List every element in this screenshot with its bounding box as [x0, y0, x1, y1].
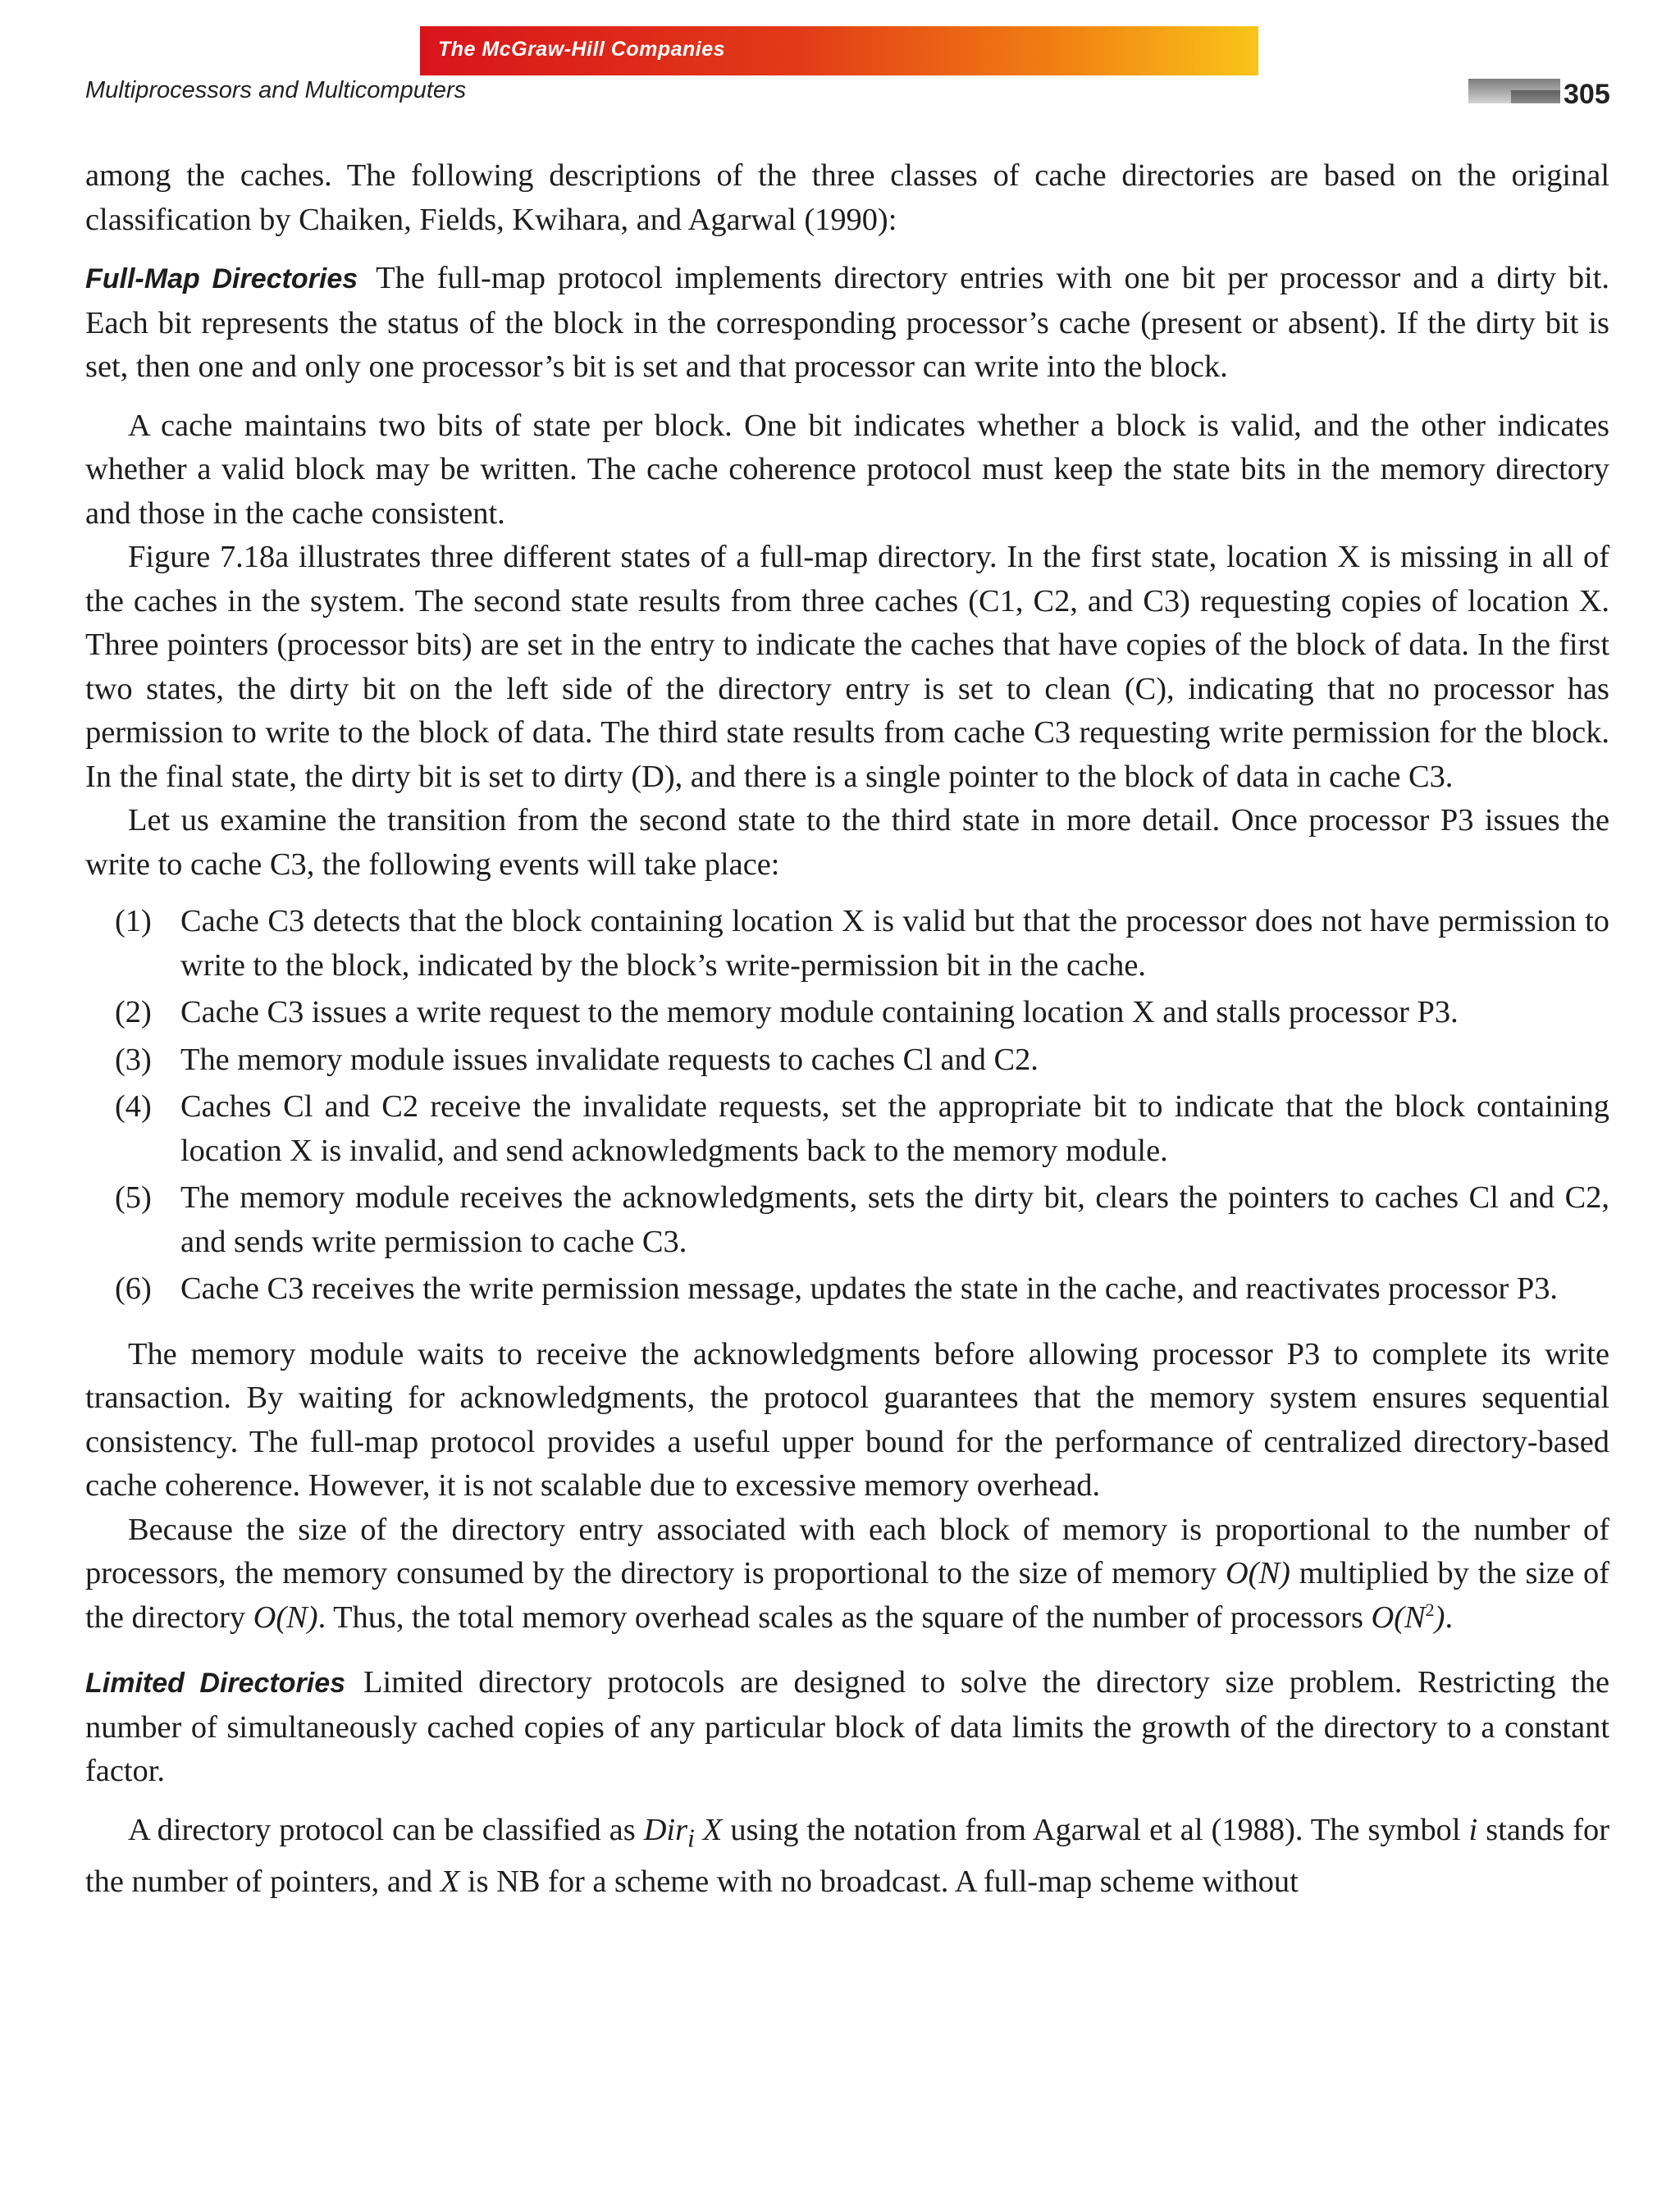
list-item: [85, 1085, 1609, 1173]
limited-paragraph-1: [85, 1661, 1609, 1794]
section-heading-limited: Limited Directories: [85, 1668, 346, 1699]
list-item-number: (3): [115, 1042, 152, 1077]
page-body: [85, 154, 1609, 1904]
math-o-n: O(N): [1225, 1556, 1290, 1590]
text-run: A directory protocol can be classified as: [128, 1812, 644, 1847]
list-item-number: (2): [115, 995, 152, 1029]
list-item-number: (4): [115, 1089, 152, 1124]
running-title: Multiprocessors and Multicomputers: [85, 77, 467, 103]
text-run: stands for the number of pointers, and: [85, 1812, 1609, 1899]
math-x: X: [694, 1812, 723, 1847]
publisher-banner: [420, 26, 1258, 75]
math-subscript: i: [687, 1823, 695, 1853]
list-item-text: Cache C3 receives the write permission message, updates the state in the cache, and reactivates processor P3.: [180, 1271, 1558, 1306]
text-run: . Thus, the total memory overhead scales as the square of the number of processors: [317, 1599, 1372, 1635]
math-x: X: [440, 1864, 460, 1899]
list-item-text: The memory module issues invalidate requests to caches Cl and C2.: [180, 1042, 1039, 1077]
full-map-paragraph-3: Figure 7.18a illustrates three different states of a full-map directory. In the first state, location X is missing in all of the caches in the system. The second state results from three caches (C1, C2, and C3) requesting copies of location X. Three pointers (processor bits) are set in the entry to indicate the caches that have copies of the block of data. In the first two states, the dirty bit on the left side of the directory entry is set to clean (C), indicating that no processor has permission to write to the block of data. The third state results from cache C3 requesting write permission for the block. In the final state, the dirty bit is set to dirty (D), and there is a single pointer to the block of data in cache C3.: [85, 540, 1609, 794]
full-map-paragraph-1-text: The full-map protocol implements directory entries with one bit per processor and a dirty bit. Each bit represents the status of the block in the corresponding processor’s cache (present or absent). If the dirty bit is set, then one and only one processor’s bit is set and that processor can write into the block.: [85, 261, 1609, 384]
math-i: i: [1468, 1812, 1478, 1847]
list-item-number: (6): [115, 1271, 152, 1306]
text-run: Because the size of the directory entry associated with each block of memory is proportional to the number of processors, the memory consumed by the directory is proportional to the size of memory: [85, 1512, 1609, 1590]
list-item: [85, 900, 1609, 988]
full-map-paragraph-4: Let us examine the transition from the second state to the third state in more detail. Once processor P3 issues the write to cache C3, the following events will take place:: [85, 803, 1609, 882]
list-item: [85, 1038, 1609, 1083]
full-map-paragraph-2: A cache maintains two bits of state per block. One bit indicates whether a block is valid, and the other indicates whether a valid block may be written. The cache coherence protocol must keep the state bits in the memory directory and those in the cache consistent.: [85, 408, 1609, 531]
intro-paragraph: among the caches. The following descriptions of the three classes of cache directories are based on the original classification by Chaiken, Fields, Kwihara, and Agarwal (1990):: [85, 158, 1609, 237]
full-map-paragraph-6: [85, 1508, 1609, 1641]
math-close-paren: ): [1434, 1599, 1445, 1635]
list-item: [85, 1176, 1609, 1264]
limited-paragraph-2: [85, 1809, 1609, 1905]
math-exponent: 2: [1425, 1599, 1435, 1620]
list-item-number: (5): [115, 1180, 152, 1215]
list-item: [85, 1267, 1609, 1312]
list-item-text: Caches Cl and C2 receive the invalidate requests, set the appropriate bit to indicate that the block containing location X is invalid, and send acknowledgments back to the memory module.: [180, 1089, 1609, 1168]
page-number-decoration-inner: [1511, 90, 1560, 103]
list-item-text: Cache C3 detects that the block containing location X is valid but that the processor does not have permission to write to the block, indicated by the block’s write-permission bit in the cache.: [180, 904, 1609, 983]
full-map-paragraph-1: [85, 257, 1609, 390]
text-run: using the notation from Agarwal et al (1988). The symbol: [722, 1812, 1469, 1847]
list-item-text: The memory module receives the acknowledgments, sets the dirty bit, clears the pointers to caches Cl and C2, and sends write permission to cache C3.: [180, 1180, 1609, 1259]
text-run: is NB for a scheme with no broadcast. A full-map scheme without: [459, 1864, 1299, 1899]
math-dir: Dir: [643, 1812, 688, 1847]
section-heading-full-map: Full-Map Directories: [85, 263, 358, 294]
text-run: .: [1445, 1599, 1454, 1635]
full-map-paragraph-5: The memory module waits to receive the acknowledgments before allowing processor P3 to complete its write transaction. By waiting for acknowledgments, the protocol guarantees that the memory system ensures sequential consistency. The full-map protocol provides a useful upper bound for the performance of centralized directory-based cache coherence. However, it is not scalable due to excessive memory overhead.: [85, 1336, 1609, 1503]
event-list: [85, 900, 1609, 1312]
list-item-text: Cache C3 issues a write request to the memory module containing location X and stalls processor P3.: [180, 995, 1459, 1029]
publisher-name: The McGraw-Hill Companies: [438, 38, 726, 61]
math-o-n: O(N): [253, 1599, 318, 1635]
text-run: multiplied by the size of the directory: [85, 1556, 1609, 1635]
limited-paragraph-1-text: Limited directory protocols are designed to solve the directory size problem. Restricting the number of simultaneously cached copies of any particular block of data limits the growth of the directory to a constant factor.: [85, 1665, 1609, 1788]
math-o-n-squared: O(N: [1371, 1599, 1426, 1635]
page-number: 305: [1564, 79, 1610, 110]
list-item-number: (1): [115, 904, 152, 938]
list-item: [85, 991, 1609, 1035]
